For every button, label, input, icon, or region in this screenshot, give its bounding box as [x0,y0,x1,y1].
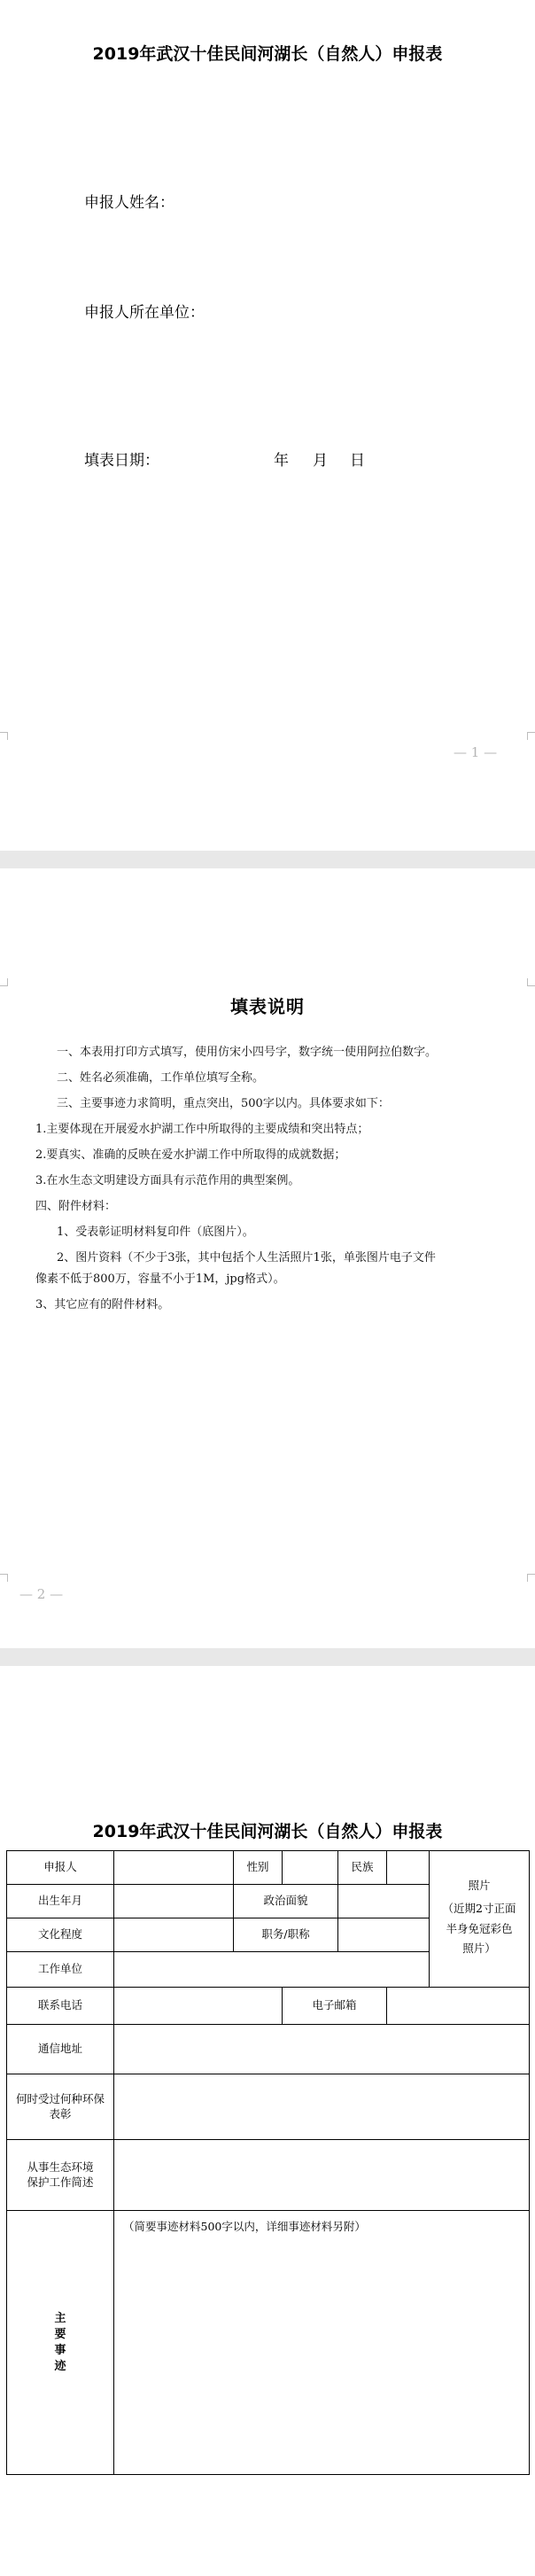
phone-label: 联系电话 [7,1988,114,2025]
position-label: 职务/职称 [234,1918,338,1952]
instructions-page [0,868,535,1648]
applicant-label: 申报人 [7,1851,114,1885]
instruction-line: 四、附件材料： [35,1200,117,1213]
instruction-line: 3、其它应有的附件材料。 [35,1298,170,1311]
year-label: 年 [274,452,289,470]
experience-label: 从事生态环境保护工作简述 [7,2140,114,2211]
form-page [0,1666,535,2576]
education-label: 文化程度 [7,1918,114,1952]
instruction-line: 像素不低于800万，容量不小于1M，jpg格式）。 [35,1272,285,1286]
awards-value-cell[interactable] [114,2074,530,2140]
margin-corner-mark [0,978,8,986]
margin-corner-mark [0,1574,8,1582]
margin-corner-mark [0,732,8,740]
deeds-value-cell[interactable] [114,2211,530,2475]
work-unit-value-cell[interactable] [114,1952,430,1988]
political-status-value-cell[interactable] [338,1885,430,1918]
address-label: 通信地址 [7,2025,114,2074]
awards-label: 何时受过何种环保表彰 [7,2074,114,2140]
deeds-hint: （简要事迹材料500字以内，详细事迹材料另附） [123,2220,366,2233]
gender-label: 性别 [234,1851,283,1885]
month-label: 月 [313,452,328,470]
instruction-line: 三、主要事迹力求简明，重点突出，500字以内。具体要求如下： [57,1097,390,1110]
instructions-title: 填表说明 [230,996,305,1017]
day-label: 日 [350,452,365,470]
instruction-line: 1.主要体现在开展爱水护湖工作中所取得的主要成绩和突出特点； [35,1123,369,1136]
email-label: 电子邮箱 [283,1988,387,2025]
birth-label: 出生年月 [7,1885,114,1918]
applicant-unit-label: 申报人所在单位： [84,304,205,322]
photo-label: 照片 [468,1879,491,1893]
fill-date-label: 填表日期： [84,452,159,470]
instruction-line: 二、姓名必须准确，工作单位填写全称。 [57,1071,265,1085]
page-number: — 1 — [454,744,498,760]
deeds-label-cell [7,2211,114,2475]
form-title: 2019年武汉十佳民间河湖长（自然人）申报表 [92,1822,443,1841]
instruction-line: 2、图片资料（不少于3张，其中包括个人生活照片1张，单张图片电子文件 [57,1251,436,1265]
margin-corner-mark [527,1574,535,1582]
phone-value-cell[interactable] [114,1988,283,2025]
applicant-name-label: 申报人姓名： [84,194,174,212]
work-unit-label: 工作单位 [7,1952,114,1988]
political-status-label: 政治面貌 [234,1885,338,1918]
application-form-table [6,1850,530,2475]
gender-value-cell[interactable] [283,1851,338,1885]
experience-value-cell[interactable] [114,2140,530,2211]
address-value-cell[interactable] [114,2025,530,2074]
cover-title: 2019年武汉十佳民间河湖长（自然人）申报表 [92,44,443,64]
position-value-cell[interactable] [338,1918,430,1952]
cover-page [0,0,535,851]
deeds-label: 主要事迹 [54,2311,66,2373]
birth-value-cell[interactable] [114,1885,234,1918]
page-number: — 2 — [19,1586,64,1602]
margin-corner-mark [527,978,535,986]
education-value-cell[interactable] [114,1918,234,1952]
ethnicity-label: 民族 [338,1851,387,1885]
instruction-line: 2.要真实、准确的反映在爱水护湖工作中所取得的成就数据； [35,1148,346,1162]
applicant-value-cell[interactable] [114,1851,234,1885]
instruction-line: 1、受表彰证明材料复印件（底图片）。 [57,1226,254,1239]
instruction-line: 一、本表用打印方式填写，使用仿宋小四号字，数字统一使用阿拉伯数字。 [57,1046,438,1059]
photo-cell[interactable] [430,1851,530,1988]
instruction-line: 3.在水生态文明建设方面具有示范作用的典型案例。 [35,1174,300,1187]
ethnicity-value-cell[interactable] [387,1851,430,1885]
email-value-cell[interactable] [387,1988,530,2025]
photo-note: （近期2寸正面半身免冠彩色照片） [442,1902,516,1956]
margin-corner-mark [527,732,535,740]
